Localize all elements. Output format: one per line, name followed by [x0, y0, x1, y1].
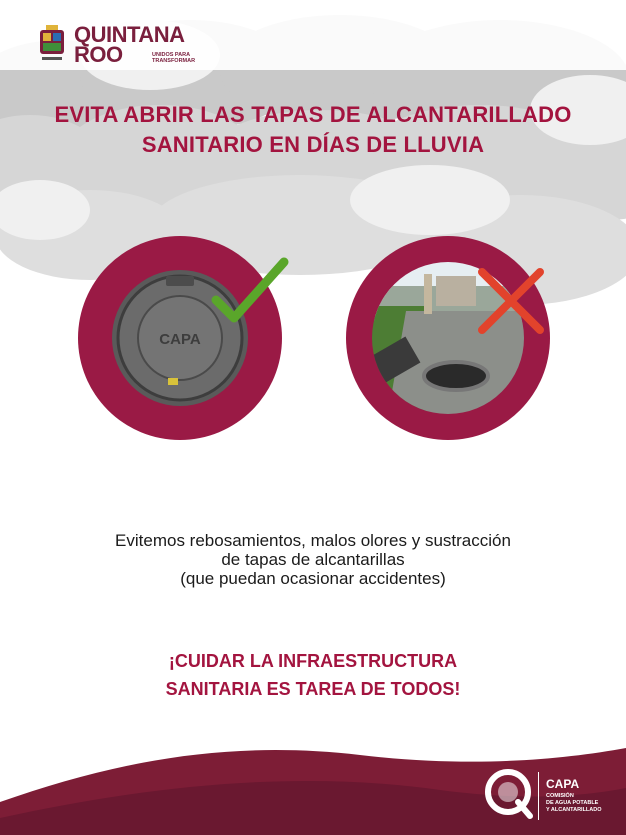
- headline-line2: SANITARIO EN DÍAS DE LLUVIA: [141, 132, 485, 157]
- tagline-line2: TRANSFORMAR: [152, 58, 196, 64]
- message-line3: (que puedan ocasionar accidentes): [180, 569, 446, 588]
- footer-divider: [538, 772, 539, 820]
- cta-line1: ¡CUIDAR LA INFRAESTRUCTURA: [168, 651, 458, 671]
- message-line1: Evitemos rebosamientos, malos olores y sustracción: [115, 531, 511, 550]
- capa-subtitle-line3: Y ALCANTARILLADO: [546, 807, 602, 813]
- state-coat-of-arms-icon: [38, 24, 66, 64]
- tagline-line1: UNIDOS PARA: [152, 52, 191, 58]
- cover-label: CAPA: [159, 331, 201, 348]
- brand-line1: QUINTANA: [74, 22, 185, 47]
- capa-title: CAPA: [546, 777, 580, 791]
- cta-line2: SANITARIA ES TAREA DE TODOS!: [165, 679, 461, 699]
- capa-logo-icon: [482, 766, 538, 822]
- cross-mark-icon: [474, 264, 548, 338]
- capa-subtitle-line2: DE AGUA POTABLE: [546, 800, 599, 806]
- brand-line2: ROO: [74, 42, 123, 67]
- message-line2: de tapas de alcantarillas: [221, 550, 405, 569]
- headline-line1: EVITA ABRIR LAS TAPAS DE ALCANTARILLADO: [54, 102, 572, 127]
- capa-subtitle-line1: COMISIÓN: [546, 793, 574, 799]
- check-mark-icon: [208, 256, 290, 328]
